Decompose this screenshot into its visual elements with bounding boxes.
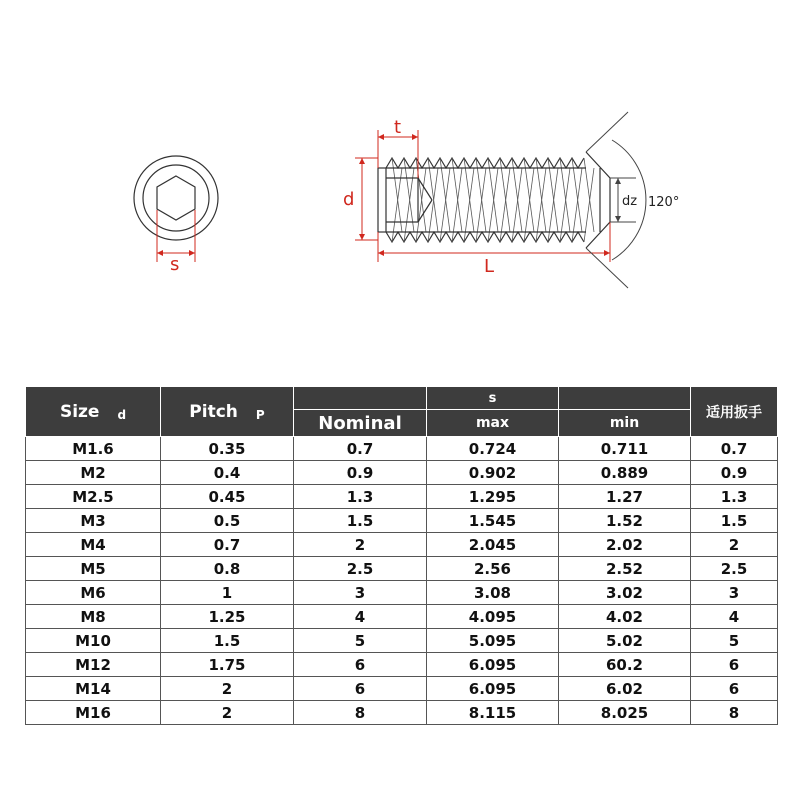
thread-line: [440, 158, 450, 232]
end-view: [134, 156, 218, 275]
thread-line: [560, 168, 570, 242]
cell-nominal: 2.5: [294, 557, 427, 581]
cell-nominal: 2: [294, 533, 427, 557]
cell-max: 6.095: [427, 653, 559, 677]
cell-min: 0.889: [559, 461, 691, 485]
thread-line: [404, 168, 414, 242]
thread-line: [440, 168, 450, 242]
thread-line: [488, 158, 498, 232]
cell-min: 4.02: [559, 605, 691, 629]
cell-size: M5: [26, 557, 161, 581]
thread-line: [548, 168, 558, 242]
cell-wrench: 1.3: [691, 485, 778, 509]
cell-pitch: 0.8: [161, 557, 294, 581]
set-screw-drawing: [0, 0, 800, 330]
cell-pitch: 0.4: [161, 461, 294, 485]
cell-size: M2.5: [26, 485, 161, 509]
thread-line: [392, 158, 402, 232]
table-row: [26, 533, 778, 557]
cell-pitch: 0.45: [161, 485, 294, 509]
cell-min: 6.02: [559, 677, 691, 701]
cell-pitch: 1.25: [161, 605, 294, 629]
cell-size: M14: [26, 677, 161, 701]
cell-wrench: 0.9: [691, 461, 778, 485]
cell-wrench: 6: [691, 653, 778, 677]
header-pitch: Pitch P: [161, 387, 294, 437]
thread-line: [500, 168, 510, 242]
cell-nominal: 1.5: [294, 509, 427, 533]
thread-line: [464, 168, 474, 242]
table-body: [26, 437, 778, 725]
cell-nominal: 0.9: [294, 461, 427, 485]
thread-line: [584, 168, 594, 242]
cell-min: 1.27: [559, 485, 691, 509]
table-row: [26, 557, 778, 581]
cell-size: M4: [26, 533, 161, 557]
L-label: L: [484, 256, 495, 277]
thread-line: [464, 158, 474, 232]
cell-nominal: 0.7: [294, 437, 427, 461]
header-min: min: [559, 410, 691, 437]
cell-min: 5.02: [559, 629, 691, 653]
table-row: [26, 653, 778, 677]
cell-wrench: 4: [691, 605, 778, 629]
cell-max: 4.095: [427, 605, 559, 629]
cell-pitch: 2: [161, 677, 294, 701]
cell-max: 1.545: [427, 509, 559, 533]
header-nominal: Nominal: [294, 410, 427, 437]
thread-line: [452, 158, 462, 232]
d-label: d: [343, 189, 355, 210]
cell-wrench: 6: [691, 677, 778, 701]
cell-max: 2.56: [427, 557, 559, 581]
cell-nominal: 5: [294, 629, 427, 653]
cell-wrench: 8: [691, 701, 778, 725]
cell-pitch: 0.35: [161, 437, 294, 461]
cell-wrench: 5: [691, 629, 778, 653]
thread-line: [512, 168, 522, 242]
cell-min: 8.025: [559, 701, 691, 725]
cell-pitch: 1.5: [161, 629, 294, 653]
cell-size: M2: [26, 461, 161, 485]
cell-pitch: 2: [161, 701, 294, 725]
table-row: [26, 701, 778, 725]
cell-max: 2.045: [427, 533, 559, 557]
thread-line: [572, 158, 582, 232]
cell-nominal: 1.3: [294, 485, 427, 509]
table-row: [26, 485, 778, 509]
cell-min: 60.2: [559, 653, 691, 677]
cell-pitch: 0.5: [161, 509, 294, 533]
header-s: s: [427, 387, 559, 410]
table-row: [26, 581, 778, 605]
cell-size: M12: [26, 653, 161, 677]
table-row: [26, 461, 778, 485]
thread-line: [584, 158, 594, 232]
cell-min: 2.52: [559, 557, 691, 581]
cell-nominal: 6: [294, 653, 427, 677]
cell-wrench: 0.7: [691, 437, 778, 461]
cell-min: 0.711: [559, 437, 691, 461]
table-row: [26, 605, 778, 629]
cell-max: 0.724: [427, 437, 559, 461]
cell-wrench: 2.5: [691, 557, 778, 581]
thread-line: [392, 168, 402, 242]
thread-profile: [386, 158, 584, 168]
cell-nominal: 6: [294, 677, 427, 701]
table-row: [26, 629, 778, 653]
table-row: [26, 509, 778, 533]
thread-line: [548, 158, 558, 232]
cell-nominal: 8: [294, 701, 427, 725]
cell-size: M1.6: [26, 437, 161, 461]
thread-line: [476, 168, 486, 242]
cell-size: M6: [26, 581, 161, 605]
cell-pitch: 1.75: [161, 653, 294, 677]
thread-line: [536, 168, 546, 242]
cell-size: M3: [26, 509, 161, 533]
cell-min: 1.52: [559, 509, 691, 533]
thread-line: [488, 168, 498, 242]
cell-nominal: 3: [294, 581, 427, 605]
thread-line: [404, 158, 414, 232]
cell-size: M8: [26, 605, 161, 629]
thread-line: [476, 158, 486, 232]
header-size: Size d: [26, 387, 161, 437]
cell-wrench: 3: [691, 581, 778, 605]
header-max: max: [427, 410, 559, 437]
thread-line: [500, 158, 510, 232]
cell-pitch: 0.7: [161, 533, 294, 557]
thread-profile: [386, 232, 584, 242]
cell-max: 5.095: [427, 629, 559, 653]
thread-line: [512, 158, 522, 232]
cell-min: 3.02: [559, 581, 691, 605]
cell-max: 8.115: [427, 701, 559, 725]
cell-nominal: 4: [294, 605, 427, 629]
t-label: t: [394, 117, 402, 138]
cell-size: M16: [26, 701, 161, 725]
angle-label: 120°: [648, 195, 680, 210]
cell-max: 3.08: [427, 581, 559, 605]
table-row: [26, 437, 778, 461]
thread-line: [536, 158, 546, 232]
cell-wrench: 1.5: [691, 509, 778, 533]
cell-size: M10: [26, 629, 161, 653]
cell-wrench: 2: [691, 533, 778, 557]
cell-min: 2.02: [559, 533, 691, 557]
thread-line: [524, 168, 534, 242]
cell-max: 0.902: [427, 461, 559, 485]
cell-max: 6.095: [427, 677, 559, 701]
header-s-blank-left: [294, 387, 427, 410]
thread-line: [572, 168, 582, 242]
thread-line: [560, 158, 570, 232]
s-label: s: [170, 254, 180, 275]
dimension-table: [25, 386, 778, 725]
thread-line: [524, 158, 534, 232]
header-s-blank-right: [559, 387, 691, 410]
side-view: [343, 112, 679, 288]
cell-max: 1.295: [427, 485, 559, 509]
cell-pitch: 1: [161, 581, 294, 605]
thread-line: [452, 168, 462, 242]
table-row: [26, 677, 778, 701]
dz-label: dz: [622, 194, 638, 209]
header-wrench: 适用扳手: [691, 387, 778, 437]
